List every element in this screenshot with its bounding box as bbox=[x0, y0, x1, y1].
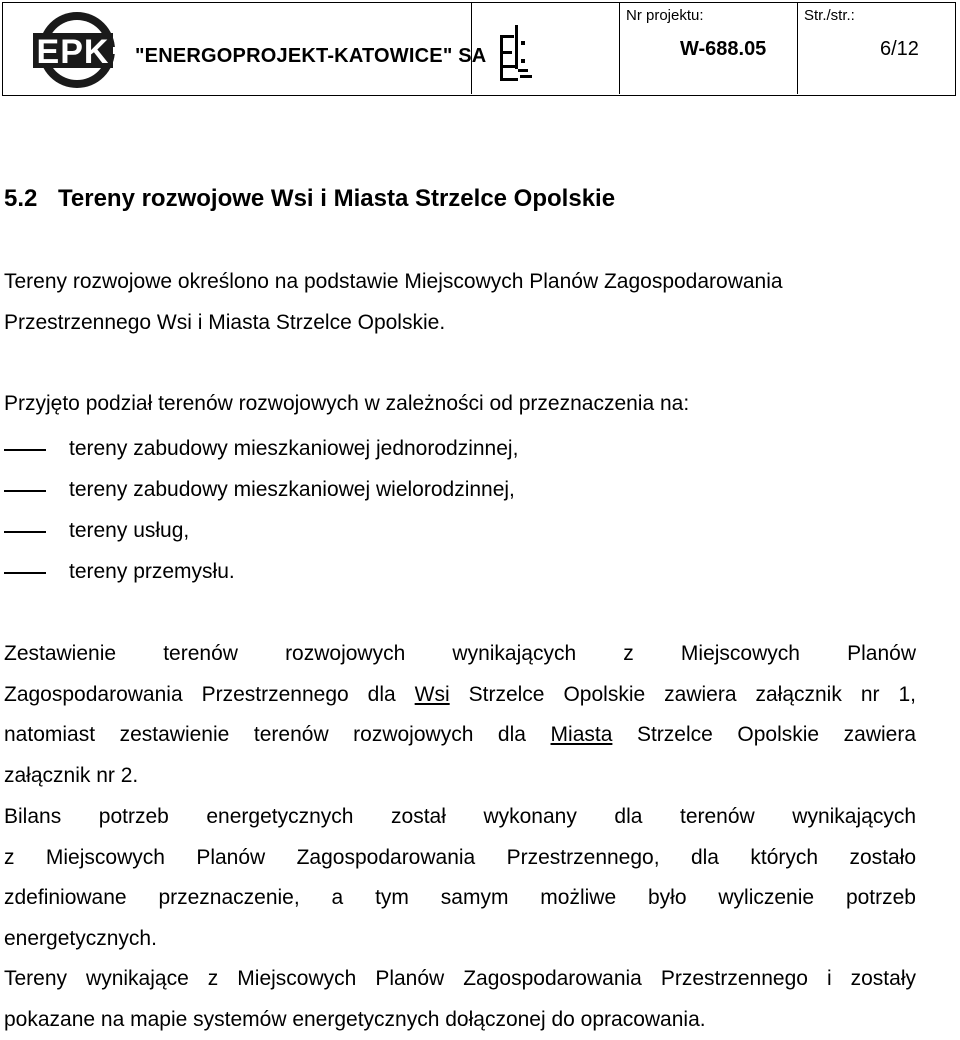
page-number-cell bbox=[797, 3, 955, 94]
project-number: W-688.05 bbox=[680, 38, 767, 60]
company-logo bbox=[3, 3, 131, 94]
land-type-list bbox=[4, 428, 518, 592]
paragraph-summary bbox=[4, 634, 916, 796]
paragraph-line: Zagospodarowania Przestrzennego dla Wsi Strzelce Opolskie zawiera załącznik nr 1, bbox=[4, 682, 916, 706]
document-mark-cell bbox=[471, 3, 619, 94]
dash-bullet-icon bbox=[4, 449, 46, 451]
company-name: "ENERGOPROJEKT-KATOWICE" SA bbox=[135, 45, 487, 67]
paragraph-line: Przestrzennego Wsi i Miasta Strzelce Opolskie. bbox=[4, 310, 446, 334]
section-title: Tereny rozwojowe Wsi i Miasta Strzelce Opolskie bbox=[58, 185, 616, 212]
paragraph-line: z Miejscowych Planów Zagospodarowania Przestrzennego, dla których zostało bbox=[4, 845, 916, 869]
section-heading bbox=[4, 185, 615, 213]
project-number-cell bbox=[619, 3, 797, 94]
paragraph-line: Bilans potrzeb energetycznych został wykonany dla terenów wynikających bbox=[4, 805, 916, 828]
dash-bullet-icon bbox=[4, 531, 46, 533]
paragraph-division bbox=[4, 384, 916, 425]
standard-mark-icon bbox=[472, 3, 620, 94]
paragraph-intro bbox=[4, 262, 916, 343]
list-item-text: tereny zabudowy mieszkaniowej wielorodzinnej, bbox=[69, 478, 515, 501]
underlined-word: Miasta bbox=[550, 723, 613, 747]
paragraph-line: Przyjęto podział terenów rozwojowych w zależności od przeznaczenia na: bbox=[4, 392, 690, 415]
page-number-label: Str./str.: bbox=[804, 7, 855, 24]
section-number: 5.2 bbox=[4, 185, 38, 212]
paragraph-line: Tereny rozwojowe określono na podstawie Miejscowych Planów Zagospodarowania bbox=[4, 270, 783, 293]
paragraph-line: Tereny wynikające z Miejscowych Planów Zagospodarowania Przestrzennego i zostały bbox=[4, 967, 916, 990]
paragraph-line: Zestawienie terenów rozwojowych wynikających z Miejscowych Planów bbox=[4, 642, 916, 665]
list-item-text: tereny usług, bbox=[69, 519, 190, 542]
paragraph-line: pokazane na mapie systemów energetycznych dołączonej do opracowania. bbox=[4, 1007, 706, 1031]
page-number: 6/12 bbox=[880, 38, 919, 60]
list-item bbox=[4, 510, 518, 551]
dash-bullet-icon bbox=[4, 572, 46, 574]
company-name-cell bbox=[131, 3, 487, 94]
list-item bbox=[4, 551, 518, 592]
paragraph-balance bbox=[4, 797, 916, 959]
logo-lettering: EPK bbox=[36, 33, 110, 71]
epk-logo-icon bbox=[3, 3, 131, 94]
paragraph-line: załącznik nr 2. bbox=[4, 763, 139, 787]
paragraph-line: zdefiniowane przeznaczenie, a tym samym możliwe było wyliczenie potrzeb bbox=[4, 886, 916, 910]
paragraph-line: natomiast zestawienie terenów rozwojowych dla Miasta Strzelce Opolskie zawiera bbox=[4, 723, 916, 747]
underlined-word: Wsi bbox=[414, 682, 450, 706]
paragraph-map bbox=[4, 959, 916, 1040]
list-item-text: tereny przemysłu. bbox=[69, 560, 235, 583]
project-number-label: Nr projektu: bbox=[626, 7, 704, 24]
list-item bbox=[4, 469, 518, 510]
list-item bbox=[4, 428, 518, 469]
paragraph-line: energetycznych. bbox=[4, 926, 157, 950]
document-header bbox=[2, 2, 956, 96]
list-item-text: tereny zabudowy mieszkaniowej jednorodzinnej, bbox=[69, 437, 519, 460]
dash-bullet-icon bbox=[4, 490, 46, 492]
